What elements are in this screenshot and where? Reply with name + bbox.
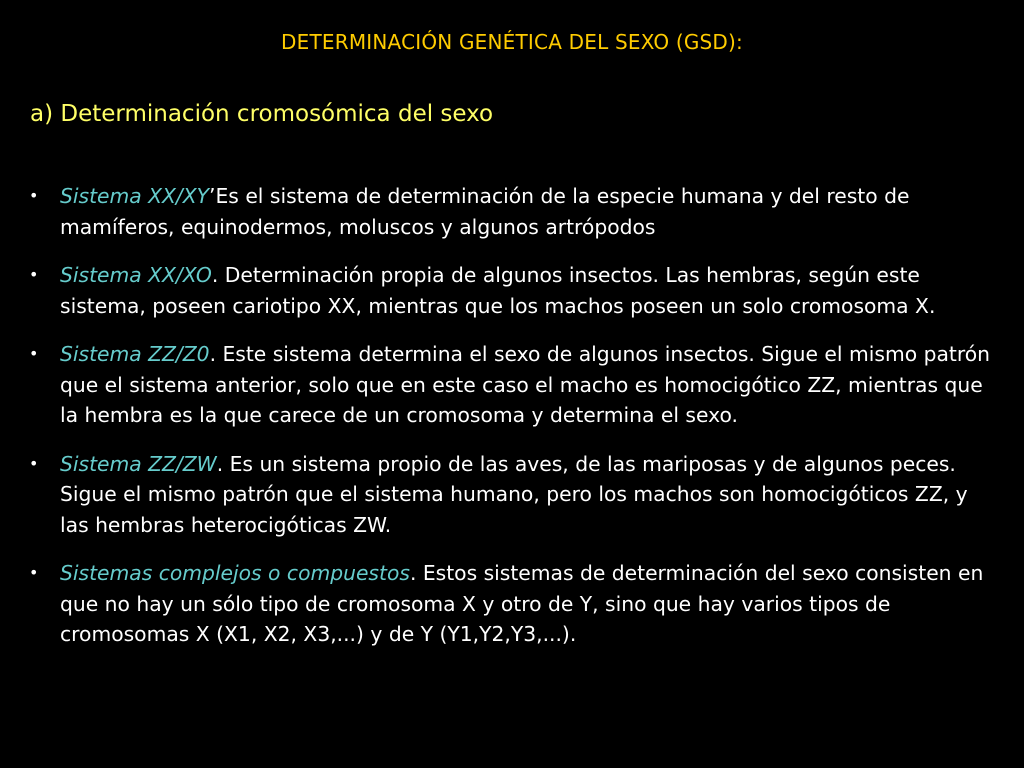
bullet-icon: • (29, 265, 39, 284)
bullet-term: Sistema XX/XO (60, 263, 212, 287)
slide-title: DETERMINACIÓN GENÉTICA DEL SEXO (GSD): (281, 30, 743, 54)
bullet-icon: • (29, 453, 39, 473)
bullet-icon: • (29, 186, 39, 205)
bullet-item-zz-zw (28, 449, 996, 541)
bullet-list (28, 181, 996, 668)
bullet-item-complex (28, 558, 996, 650)
bullet-term: Sistema XX/XY (60, 184, 210, 208)
bullet-text: . Es un sistema propio de las aves, de las mariposas y de algunos peces. Sigue el mismo patrón que el sistema humano, pero los machos son homocigóticos ZZ, y las hembras heterocigóticas ZW. (60, 451, 968, 537)
bullet-term: Sistema ZZ/Z0 (60, 342, 210, 366)
bullet-text: ’Es el sistema de determinación de la especie humana y del resto de mamíferos, equinodermos, moluscos y algunos artrópodos (60, 184, 910, 239)
bullet-item-xx-xy (28, 181, 996, 242)
bullet-item-xx-xo (28, 260, 996, 321)
bullet-term: Sistemas complejos o compuestos (60, 561, 410, 585)
bullet-text: . Estos sistemas de determinación del sexo consisten en que no hay un sólo tipo de cromosoma X y otro de Y, sino que hay varios tipos de cromosomas X (X1, X2, X3,...) y de Y (Y1,Y2,Y3,...). (60, 561, 984, 646)
bullet-item-zz-z0 (28, 339, 996, 431)
bullet-text: . Determinación propia de algunos insectos. Las hembras, según este sistema, poseen cariotipo XX, mientras que los machos poseen un solo cromosoma X. (60, 263, 936, 318)
bullet-term: Sistema ZZ/ZW (60, 451, 217, 476)
slide-subtitle: a) Determinación cromosómica del sexo (30, 101, 494, 127)
bullet-icon: • (29, 563, 39, 582)
bullet-text: . Este sistema determina el sexo de algunos insectos. Sigue el mismo patrón que el sistema anterior, solo que en este caso el macho es homocigótico ZZ, mientras que la hembra es la que carece de un cromosoma y determina el sexo. (60, 342, 990, 427)
bullet-icon: • (29, 344, 39, 363)
